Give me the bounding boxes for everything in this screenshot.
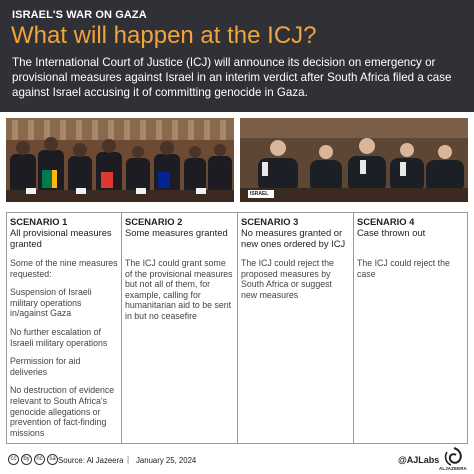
cc-icon: cc (8, 454, 19, 465)
creative-commons-license (8, 454, 58, 465)
israel-placard-text: ISRAEL (250, 191, 269, 197)
scenario-4-column (354, 212, 468, 444)
scenario-4-subtitle: Case thrown out (357, 227, 426, 238)
header-banner (0, 0, 474, 112)
scenario-1-text: Some of the nine measures requested: (10, 258, 118, 279)
footer-separator: | (127, 455, 130, 464)
intro-paragraph: The International Court of Justice (ICJ) will announce its decision on emergency or provisional measures against Israel in an interim verdict after South Africa filed a case against Israel accusing it of committing genocide in Gaza. (12, 56, 452, 99)
scenario-1-subtitle: All provisional measures granted (10, 227, 112, 249)
scenario-4-text: The ICJ could reject the case (357, 258, 450, 279)
by-icon: by (21, 454, 32, 465)
kicker-label: ISRAEL'S WAR ON GAZA (12, 9, 147, 21)
israel-delegation-photo (240, 118, 468, 202)
page-title: What will happen at the ICJ? (11, 22, 317, 49)
scenario-2-number: SCENARIO 2 (125, 216, 183, 227)
aljazeera-logo-text: ALJAZEERA (439, 466, 467, 471)
scenario-1-number: SCENARIO 1 (10, 216, 68, 227)
scenario-1-text: Permission for aid deliveries (10, 356, 81, 377)
scenario-2-subtitle: Some measures granted (125, 227, 228, 238)
scenario-2-column (122, 212, 238, 444)
footer (0, 446, 474, 474)
scenario-2-text: The ICJ could grant some of the provisional measures but not all of them, for example, calling for humanitarian aid to be sent in but no ceasefire (125, 258, 233, 321)
south-africa-delegation-photo (6, 118, 234, 202)
scenario-1-text: No further escalation of Israeli military operations (10, 326, 108, 348)
sa-icon: sa (47, 454, 58, 465)
scenario-1-text: Suspension of Israeli military operations in/against Gaza (10, 287, 92, 319)
scenario-1-column (6, 212, 122, 444)
scenario-3-subtitle: No measures granted or new ones ordered by ICJ (241, 227, 346, 249)
scenario-3-number: SCENARIO 3 (241, 216, 299, 227)
photo-strip (0, 112, 474, 204)
scenario-table (6, 212, 468, 444)
ajlabs-handle: @AJLabs (398, 455, 440, 465)
date-label: January 25, 2024 (136, 456, 197, 465)
source-label: Source: Al Jazeera (58, 456, 124, 465)
scenario-3-text: The ICJ could reject the proposed measures by South Africa or suggest new measures (241, 258, 334, 300)
aljazeera-logo (439, 446, 469, 474)
nc-icon: nc (34, 454, 45, 465)
scenario-3-column (238, 212, 354, 444)
scenario-1-text: No destruction of evidence relevant to South Africa's genocide allegations or prevention of fact-finding missions (10, 385, 115, 438)
scenario-4-number: SCENARIO 4 (357, 216, 415, 227)
